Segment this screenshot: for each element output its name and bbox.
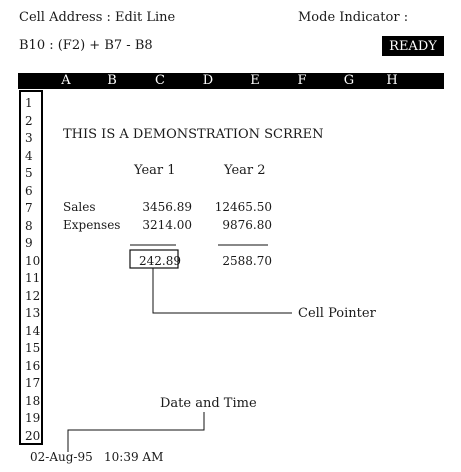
sheet-title-cell[interactable]: THIS IS A DEMONSTRATION SCRREN: [63, 127, 324, 142]
date-time-callout: [68, 412, 204, 452]
mode-indicator: READY: [382, 36, 444, 56]
row-number-column: [19, 90, 43, 445]
row-number-3[interactable]: 3: [25, 131, 33, 145]
row-number-8[interactable]: 8: [25, 218, 33, 233]
year2-header-cell[interactable]: Year 2: [224, 163, 266, 178]
row-number-7[interactable]: 7: [25, 201, 33, 215]
row-number-20[interactable]: 20: [25, 428, 41, 443]
column-header-b[interactable]: B: [107, 73, 117, 88]
row-number-11[interactable]: 11: [25, 271, 41, 285]
row-number-14[interactable]: 14: [25, 323, 41, 338]
edit-line[interactable]: B10 : (F2) + B7 - B8: [19, 38, 153, 53]
year1-header-cell[interactable]: Year 1: [134, 163, 176, 178]
cell-pointer-label: Cell Pointer: [298, 306, 376, 321]
row-number-5[interactable]: 5: [25, 166, 33, 180]
row-number-1[interactable]: 1: [25, 96, 33, 110]
column-header-h[interactable]: H: [386, 73, 398, 88]
date-time-label: Date and Time: [160, 396, 257, 411]
row-number-4[interactable]: 4: [25, 148, 33, 163]
row-number-9[interactable]: 9: [25, 236, 33, 250]
row-number-18[interactable]: 18: [25, 393, 41, 408]
row-number-13[interactable]: 13: [25, 306, 41, 320]
column-header-g[interactable]: G: [343, 73, 355, 88]
expenses-year1-cell[interactable]: 3214.00: [142, 218, 192, 232]
status-time: 10:39 AM: [104, 450, 164, 464]
status-date: 02-Aug-95: [30, 450, 93, 464]
column-header-c[interactable]: C: [155, 73, 165, 88]
expenses-label-cell[interactable]: Expenses: [63, 218, 121, 232]
sales-label-cell[interactable]: Sales: [63, 200, 96, 214]
row-number-19[interactable]: 19: [25, 411, 41, 425]
row-number-16[interactable]: 16: [25, 358, 41, 373]
row-number-15[interactable]: 15: [25, 341, 41, 355]
column-header-d[interactable]: D: [202, 73, 214, 88]
expenses-year2-cell[interactable]: 9876.80: [222, 218, 272, 232]
mode-indicator-label: Mode Indicator :: [298, 10, 409, 25]
result-year2-cell[interactable]: 2588.70: [222, 254, 272, 268]
row-number-17[interactable]: 17: [25, 376, 41, 390]
sales-year2-cell[interactable]: 12465.50: [214, 200, 272, 214]
sales-year1-cell[interactable]: 3456.89: [142, 200, 192, 214]
row-number-6[interactable]: 6: [25, 183, 33, 198]
row-number-10[interactable]: 10: [25, 253, 41, 268]
column-header-e[interactable]: E: [250, 73, 260, 88]
column-header-bar: [18, 73, 444, 89]
column-header-f[interactable]: F: [297, 73, 307, 88]
result-year1-cell[interactable]: 242.89: [139, 254, 181, 268]
row-number-2[interactable]: 2: [25, 113, 33, 128]
column-header-a[interactable]: A: [61, 73, 71, 88]
row-number-12[interactable]: 12: [25, 288, 41, 303]
cell-address-label: Cell Address : Edit Line: [19, 10, 176, 25]
cell-pointer-callout: [153, 268, 292, 313]
